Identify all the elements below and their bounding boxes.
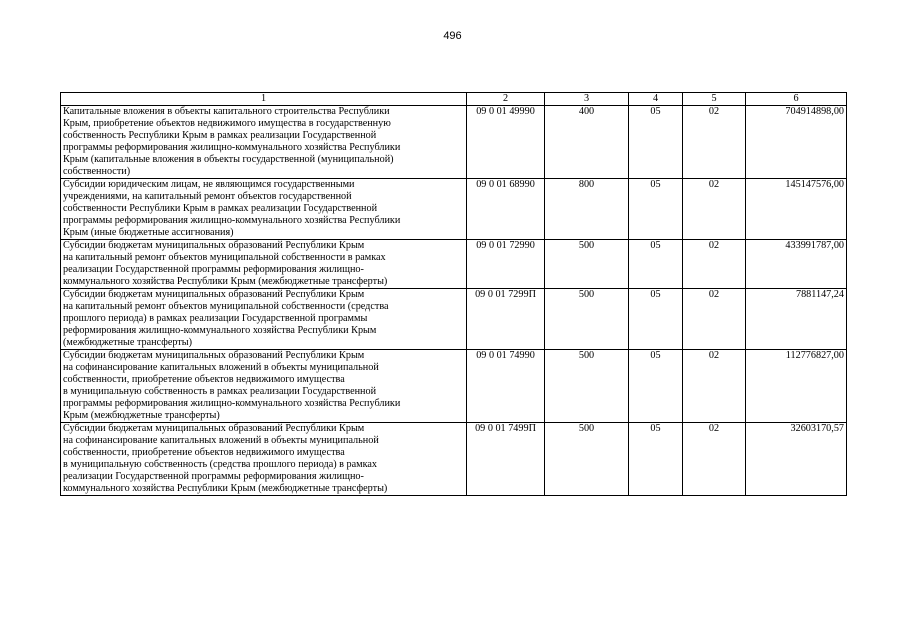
description-line: Субсидии юридическим лицам, не являющимся государственными (63, 179, 355, 190)
row-expense-type: 500 (545, 350, 629, 423)
description-line: собственности, приобретение объектов недвижимого имущества (63, 447, 345, 458)
row-subsection: 02 (683, 179, 746, 240)
description-line: Крым (иные бюджетные ассигнования) (63, 227, 234, 238)
description-line: Крым, приобретение объектов недвижимого имущества в государственную (63, 118, 391, 129)
description-line: на капитальный ремонт объектов муниципальной собственности в рамках (63, 252, 386, 263)
row-description (61, 350, 467, 423)
description-line: Крым (капитальные вложения в объекты государственной (муниципальной) (63, 154, 394, 165)
description-line: на софинансирование капитальных вложений в объекты муниципальной (63, 362, 379, 373)
column-header: 3 (545, 93, 629, 106)
row-subsection: 02 (683, 106, 746, 179)
description-line: реформирования жилищно-коммунального хозяйства Республики Крым (63, 325, 377, 336)
description-line: на капитальный ремонт объектов муниципальной собственности (средства (63, 301, 389, 312)
row-section: 05 (629, 350, 683, 423)
row-description (61, 106, 467, 179)
row-code: 09 0 01 68990 (467, 179, 545, 240)
table-body (61, 106, 847, 496)
table-row (61, 106, 847, 179)
description-line: коммунального хозяйства Республики Крым (межбюджетные трансферты) (63, 276, 388, 287)
row-subsection: 02 (683, 350, 746, 423)
description-line: собственности) (63, 166, 131, 177)
description-line: учреждениями, на капитальный ремонт объектов государственной (63, 191, 352, 202)
row-amount: 112776827,00 (746, 350, 847, 423)
description-line: собственность Республики Крым в рамках реализации Государственной (63, 130, 377, 141)
row-code: 09 0 01 72990 (467, 240, 545, 289)
row-subsection: 02 (683, 423, 746, 496)
budget-table (60, 92, 847, 496)
page-number: 496 (443, 30, 462, 42)
description-line: Крым (межбюджетные трансферты) (63, 410, 220, 421)
row-expense-type: 500 (545, 240, 629, 289)
column-header: 5 (683, 93, 746, 106)
table-header-row (61, 93, 847, 106)
row-amount: 32603170,57 (746, 423, 847, 496)
description-line: прошлого периода) в рамках реализации Государственной программы (63, 313, 368, 324)
column-header: 1 (61, 93, 467, 106)
table-row (61, 240, 847, 289)
table-row (61, 350, 847, 423)
row-section: 05 (629, 240, 683, 289)
row-section: 05 (629, 289, 683, 350)
description-line: в муниципальную собственность (средства прошлого периода) в рамках (63, 459, 377, 470)
description-line: Субсидии бюджетам муниципальных образований Республики Крым (63, 350, 365, 361)
row-expense-type: 400 (545, 106, 629, 179)
description-line: Субсидии бюджетам муниципальных образований Республики Крым (63, 240, 365, 251)
row-section: 05 (629, 106, 683, 179)
column-header: 4 (629, 93, 683, 106)
description-line: реализации Государственной программы реформирования жилищно- (63, 264, 364, 275)
row-section: 05 (629, 423, 683, 496)
row-amount: 433991787,00 (746, 240, 847, 289)
table-row (61, 423, 847, 496)
description-line: на софинансирование капитальных вложений в объекты муниципальной (63, 435, 379, 446)
description-line: в муниципальную собственность в рамках реализации Государственной (63, 386, 377, 397)
description-line: программы реформирования жилищно-коммунального хозяйства Республики (63, 142, 401, 153)
description-line: собственности, приобретение объектов недвижимого имущества (63, 374, 345, 385)
row-description (61, 240, 467, 289)
row-amount: 704914898,00 (746, 106, 847, 179)
column-header: 2 (467, 93, 545, 106)
description-line: программы реформирования жилищно-коммунального хозяйства Республики (63, 398, 401, 409)
row-section: 05 (629, 179, 683, 240)
row-expense-type: 500 (545, 289, 629, 350)
row-expense-type: 800 (545, 179, 629, 240)
row-amount: 145147576,00 (746, 179, 847, 240)
row-expense-type: 500 (545, 423, 629, 496)
description-line: Субсидии бюджетам муниципальных образований Республики Крым (63, 423, 365, 434)
description-line: (межбюджетные трансферты) (63, 337, 193, 348)
row-subsection: 02 (683, 289, 746, 350)
column-header: 6 (746, 93, 847, 106)
description-line: Капитальные вложения в объекты капитального строительства Республики (63, 106, 390, 117)
row-description (61, 423, 467, 496)
description-line: собственности Республики Крым в рамках реализации Государственной (63, 203, 378, 214)
row-subsection: 02 (683, 240, 746, 289)
description-line: программы реформирования жилищно-коммунального хозяйства Республики (63, 215, 401, 226)
description-line: реализации Государственной программы реформирования жилищно- (63, 471, 364, 482)
row-description (61, 179, 467, 240)
table-row (61, 289, 847, 350)
description-line: Субсидии бюджетам муниципальных образований Республики Крым (63, 289, 365, 300)
row-code: 09 0 01 74990 (467, 350, 545, 423)
row-code: 09 0 01 7299П (467, 289, 545, 350)
row-code: 09 0 01 49990 (467, 106, 545, 179)
row-amount: 7881147,24 (746, 289, 847, 350)
description-line: коммунального хозяйства Республики Крым (межбюджетные трансферты) (63, 483, 388, 494)
table-row (61, 179, 847, 240)
row-description (61, 289, 467, 350)
row-code: 09 0 01 7499П (467, 423, 545, 496)
